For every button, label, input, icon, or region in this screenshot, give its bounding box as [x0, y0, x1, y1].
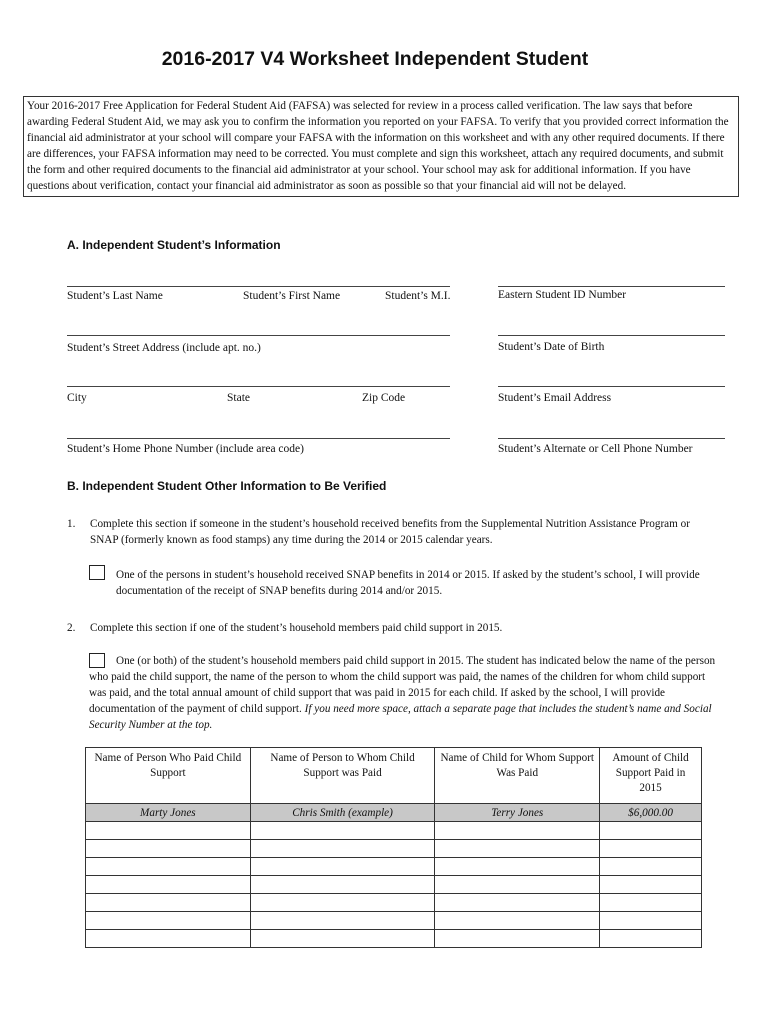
street-line[interactable] [67, 335, 450, 336]
table-cell[interactable] [250, 876, 435, 894]
table-cell[interactable] [86, 930, 251, 948]
page-title: 2016-2017 V4 Worksheet Independent Student [161, 48, 589, 70]
table-row[interactable] [86, 858, 702, 876]
header-payer: Name of Person Who Paid Child Support [86, 748, 251, 804]
table-cell[interactable] [250, 894, 435, 912]
table-cell[interactable] [435, 894, 600, 912]
child-support-checkbox-text [89, 653, 719, 733]
table-cell[interactable] [600, 858, 702, 876]
table-cell[interactable] [600, 822, 702, 840]
table-cell[interactable] [600, 840, 702, 858]
dob-line[interactable] [498, 335, 725, 336]
table-cell[interactable] [435, 930, 600, 948]
table-row[interactable] [86, 894, 702, 912]
table-cell[interactable] [250, 822, 435, 840]
child-support-text: One (or both) of the student’s household members paid child support in 2015. The student has indicated below the name of the person who paid the child support, the name of the person to whom the child support was paid, the names of the children for whom child support was paid, and the total annual amount of child support that was paid in 2015 for each child. If asked by the school, I will provide documentation of the payment of child support. [89, 655, 716, 715]
alt-phone-line[interactable] [498, 438, 725, 439]
example-amount: $6,000.00 [600, 804, 702, 822]
table-cell[interactable] [86, 822, 251, 840]
student-id-line[interactable] [498, 286, 725, 287]
header-amount: Amount of Child Support Paid in 2015 [600, 748, 702, 804]
table-row[interactable] [86, 930, 702, 948]
mi-label: Student’s M.I. [385, 290, 451, 302]
dob-label: Student’s Date of Birth [498, 341, 605, 353]
table-cell[interactable] [435, 840, 600, 858]
city-state-zip-line[interactable] [67, 386, 450, 387]
child-support-table [85, 747, 702, 948]
table-cell[interactable] [600, 894, 702, 912]
table-cell[interactable] [250, 840, 435, 858]
email-label: Student’s Email Address [498, 392, 612, 404]
table-cell[interactable] [250, 930, 435, 948]
table-cell[interactable] [86, 858, 251, 876]
table-cell[interactable] [250, 858, 435, 876]
email-line[interactable] [498, 386, 725, 387]
table-cell[interactable] [435, 858, 600, 876]
table-cell[interactable] [435, 822, 600, 840]
student-id-label: Eastern Student ID Number [498, 289, 627, 301]
table-cell[interactable] [600, 912, 702, 930]
last-name-label: Student’s Last Name [67, 290, 163, 302]
item-2 [67, 620, 727, 638]
street-label: Student’s Street Address (include apt. no.) [67, 342, 261, 354]
item-1 [67, 516, 727, 550]
table-cell[interactable] [250, 912, 435, 930]
home-phone-line[interactable] [67, 438, 450, 439]
table-cell[interactable] [435, 876, 600, 894]
header-child: Name of Child for Whom Support Was Paid [435, 748, 600, 804]
intro-box: Your 2016-2017 Free Application for Federal Student Aid (FAFSA) was selected for review in a process called verification. The law says that before awarding Federal Student Aid, we may ask you to confirm the information you reported on your FAFSA. To verify that you provided correct information the financial aid administrator at your school will compare your FAFSA with the information on this worksheet and with any other required documents. If there are differences, your FAFSA information may need to be corrected. You must complete and sign this worksheet, attach any required documents, and submit the form and other required documents to the financial aid administrator at your school. Your school may ask for additional information. If you have questions about verification, contact your financial aid administrator as soon as possible so that your financial aid will not be delayed. [23, 96, 739, 197]
section-a-heading: A. Independent Student’s Information [67, 238, 281, 252]
header-payee: Name of Person to Whom Child Support was Paid [250, 748, 435, 804]
table-header-row [86, 748, 702, 804]
example-child: Terry Jones [435, 804, 600, 822]
table-cell[interactable] [435, 912, 600, 930]
table-cell[interactable] [86, 840, 251, 858]
table-cell[interactable] [86, 876, 251, 894]
example-payee: Chris Smith (example) [250, 804, 435, 822]
snap-checkbox[interactable] [89, 565, 105, 580]
table-row[interactable] [86, 912, 702, 930]
table-row[interactable] [86, 822, 702, 840]
state-label: State [227, 392, 250, 404]
example-payer: Marty Jones [86, 804, 251, 822]
table-row[interactable] [86, 876, 702, 894]
item-2-number: 2. [67, 622, 76, 634]
table-cell[interactable] [86, 912, 251, 930]
alt-phone-label: Student’s Alternate or Cell Phone Number [498, 443, 693, 455]
example-row [86, 804, 702, 822]
child-support-italic-note: If you need more space, attach a separate page that includes the student’s name and Social Security Number at the top. [89, 703, 712, 731]
section-b-heading: B. Independent Student Other Information to Be Verified [67, 479, 387, 493]
table-cell[interactable] [86, 894, 251, 912]
snap-checkbox-text: One of the persons in student’s household received SNAP benefits in 2014 or 2015. If asked by the student’s school, I will provide documentation of the receipt of SNAP benefits during 2014 and/or 2015. [116, 569, 700, 597]
table-cell[interactable] [600, 930, 702, 948]
table-row[interactable] [86, 840, 702, 858]
name-line[interactable] [67, 286, 450, 287]
city-label: City [67, 392, 87, 404]
item-1-number: 1. [67, 518, 76, 530]
table-cell[interactable] [600, 876, 702, 894]
home-phone-label: Student’s Home Phone Number (include area code) [67, 443, 304, 455]
item-2-text: Complete this section if one of the student’s household members paid child support in 2015. [90, 622, 503, 634]
zip-label: Zip Code [362, 392, 406, 404]
item-1-text: Complete this section if someone in the student’s household received benefits from the Supplemental Nutrition Assistance Program or SNAP (formerly known as food stamps) any time during the 2014 or 2015 calendar years. [90, 518, 690, 546]
first-name-label: Student’s First Name [243, 290, 341, 302]
